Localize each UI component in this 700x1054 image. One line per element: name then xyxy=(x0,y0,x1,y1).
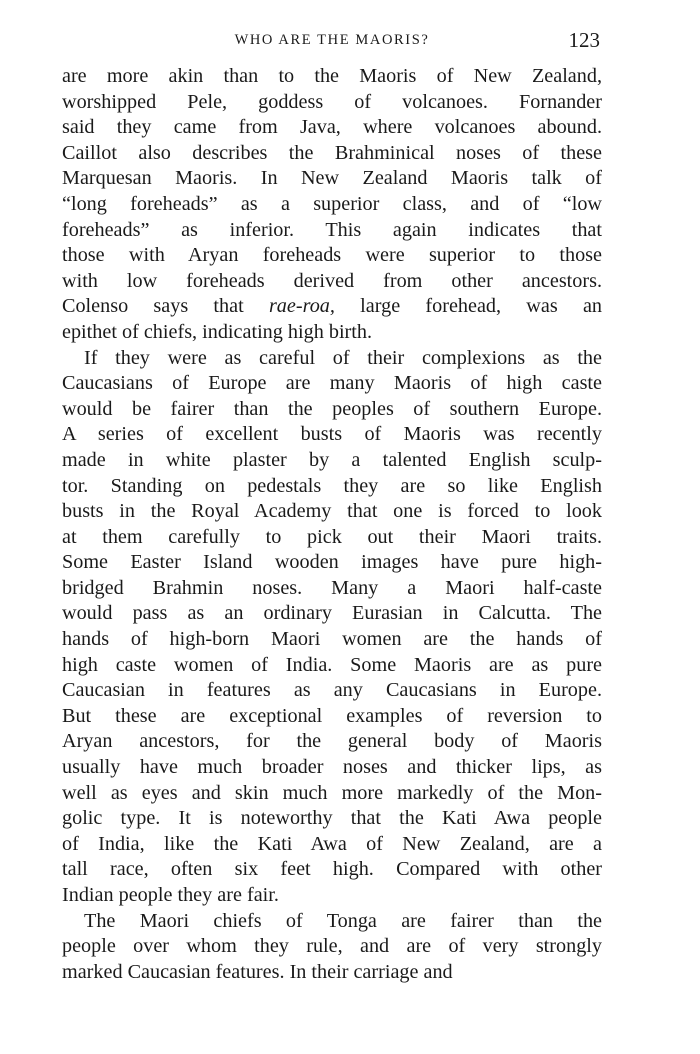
text-segment: bridged Brahmin noses. Many a Maori half-caste xyxy=(62,576,602,599)
text-segment: high caste women of India. Some Maoris are as pure xyxy=(62,653,602,676)
text-line xyxy=(62,909,602,935)
text-segment: But these are exceptional examples of reversion to xyxy=(62,704,602,727)
text-segment: well as eyes and skin much more markedly of the Mon- xyxy=(62,781,602,804)
text-segment: Marquesan Maoris. In New Zealand Maoris talk of xyxy=(62,167,602,190)
book-page xyxy=(62,28,602,985)
text-line xyxy=(62,115,602,141)
text-line xyxy=(62,883,602,909)
text-line xyxy=(62,371,602,397)
text-segment: Caucasian in features as any Caucasians in Europe. xyxy=(62,679,602,702)
text-line xyxy=(62,90,602,116)
text-segment: A series of excellent busts of Maoris was recently xyxy=(62,423,602,446)
text-line xyxy=(62,934,602,960)
text-segment: made in white plaster by a talented English sculp- xyxy=(62,448,602,471)
paragraph xyxy=(62,909,602,986)
paragraph xyxy=(62,64,602,346)
text-line xyxy=(62,653,602,679)
text-segment: those with Aryan foreheads were superior to those xyxy=(62,244,602,267)
text-segment: are more akin than to the Maoris of New Zealand, xyxy=(62,65,602,87)
text-line xyxy=(62,448,602,474)
text-segment: epithet of chiefs, indicating high birth. xyxy=(62,320,373,343)
text-line xyxy=(62,576,602,602)
text-line xyxy=(62,729,602,755)
text-segment: large forehead, was an xyxy=(334,295,602,318)
text-segment: worshipped Pele, goddess of volcanoes. Fornander xyxy=(62,90,602,113)
text-line xyxy=(62,857,602,883)
body-text xyxy=(62,64,602,985)
text-line xyxy=(62,678,602,704)
text-line xyxy=(62,422,602,448)
text-line xyxy=(62,320,602,346)
text-line xyxy=(62,755,602,781)
text-segment: Indian people they are fair. xyxy=(62,884,279,906)
text-line xyxy=(62,294,602,320)
text-line xyxy=(62,141,602,167)
text-segment: people over whom they rule, and are of very strongly xyxy=(62,935,602,958)
text-segment: foreheads” as inferior. This again indicates that xyxy=(62,218,602,241)
text-line xyxy=(62,525,602,551)
text-segment: The Maori chiefs of Tonga are fairer than the xyxy=(84,909,602,932)
text-line xyxy=(62,601,602,627)
text-line xyxy=(62,474,602,500)
text-segment: usually have much broader noses and thicker lips, as xyxy=(62,756,602,779)
text-line xyxy=(62,627,602,653)
text-segment: with low foreheads derived from other ancestors. xyxy=(62,269,602,292)
running-title: WHO ARE THE MAORIS? xyxy=(234,32,430,48)
text-segment: Some Easter Island wooden images have pure high- xyxy=(62,551,602,574)
text-segment: said they came from Java, where volcanoes abound. xyxy=(62,116,602,139)
text-line xyxy=(62,550,602,576)
running-head xyxy=(62,28,602,58)
text-segment: would be fairer than the peoples of southern Europe. xyxy=(62,397,602,420)
text-line xyxy=(62,704,602,730)
text-line xyxy=(62,218,602,244)
text-line xyxy=(62,243,602,269)
italic-term: rae-roa, xyxy=(268,295,335,318)
text-segment: Aryan ancestors, for the general body of Maoris xyxy=(62,730,602,753)
text-segment: tall race, often six feet high. Compared with other xyxy=(62,858,602,881)
text-line xyxy=(62,960,602,986)
text-line xyxy=(62,806,602,832)
text-line xyxy=(62,166,602,192)
text-line xyxy=(62,64,602,90)
text-segment: tor. Standing on pedestals they are so like English xyxy=(62,474,602,497)
text-line xyxy=(62,192,602,218)
text-segment: “long foreheads” as a superior class, and of “low xyxy=(62,192,602,215)
text-line xyxy=(62,397,602,423)
page-number: 123 xyxy=(568,28,600,52)
text-line xyxy=(62,346,602,372)
text-segment: Caillot also describes the Brahminical noses of these xyxy=(62,141,602,164)
text-segment: golic type. It is noteworthy that the Kati Awa people xyxy=(62,807,602,830)
text-segment: Caucasians of Europe are many Maoris of high caste xyxy=(62,372,602,395)
text-segment: of India, like the Kati Awa of New Zealand, are a xyxy=(62,832,602,855)
text-segment: busts in the Royal Academy that one is forced to look xyxy=(62,500,602,523)
paragraph xyxy=(62,346,602,909)
text-segment: marked Caucasian features. In their carriage and xyxy=(62,960,453,983)
text-line xyxy=(62,269,602,295)
text-segment: hands of high-born Maori women are the hands of xyxy=(62,628,602,651)
text-line xyxy=(62,499,602,525)
text-line xyxy=(62,781,602,807)
text-segment: at them carefully to pick out their Maori traits. xyxy=(62,525,602,548)
text-segment: If they were as careful of their complexions as the xyxy=(84,346,602,369)
text-line xyxy=(62,832,602,858)
text-segment: Colenso says that xyxy=(62,295,269,318)
text-segment: would pass as an ordinary Eurasian in Calcutta. The xyxy=(62,602,602,625)
